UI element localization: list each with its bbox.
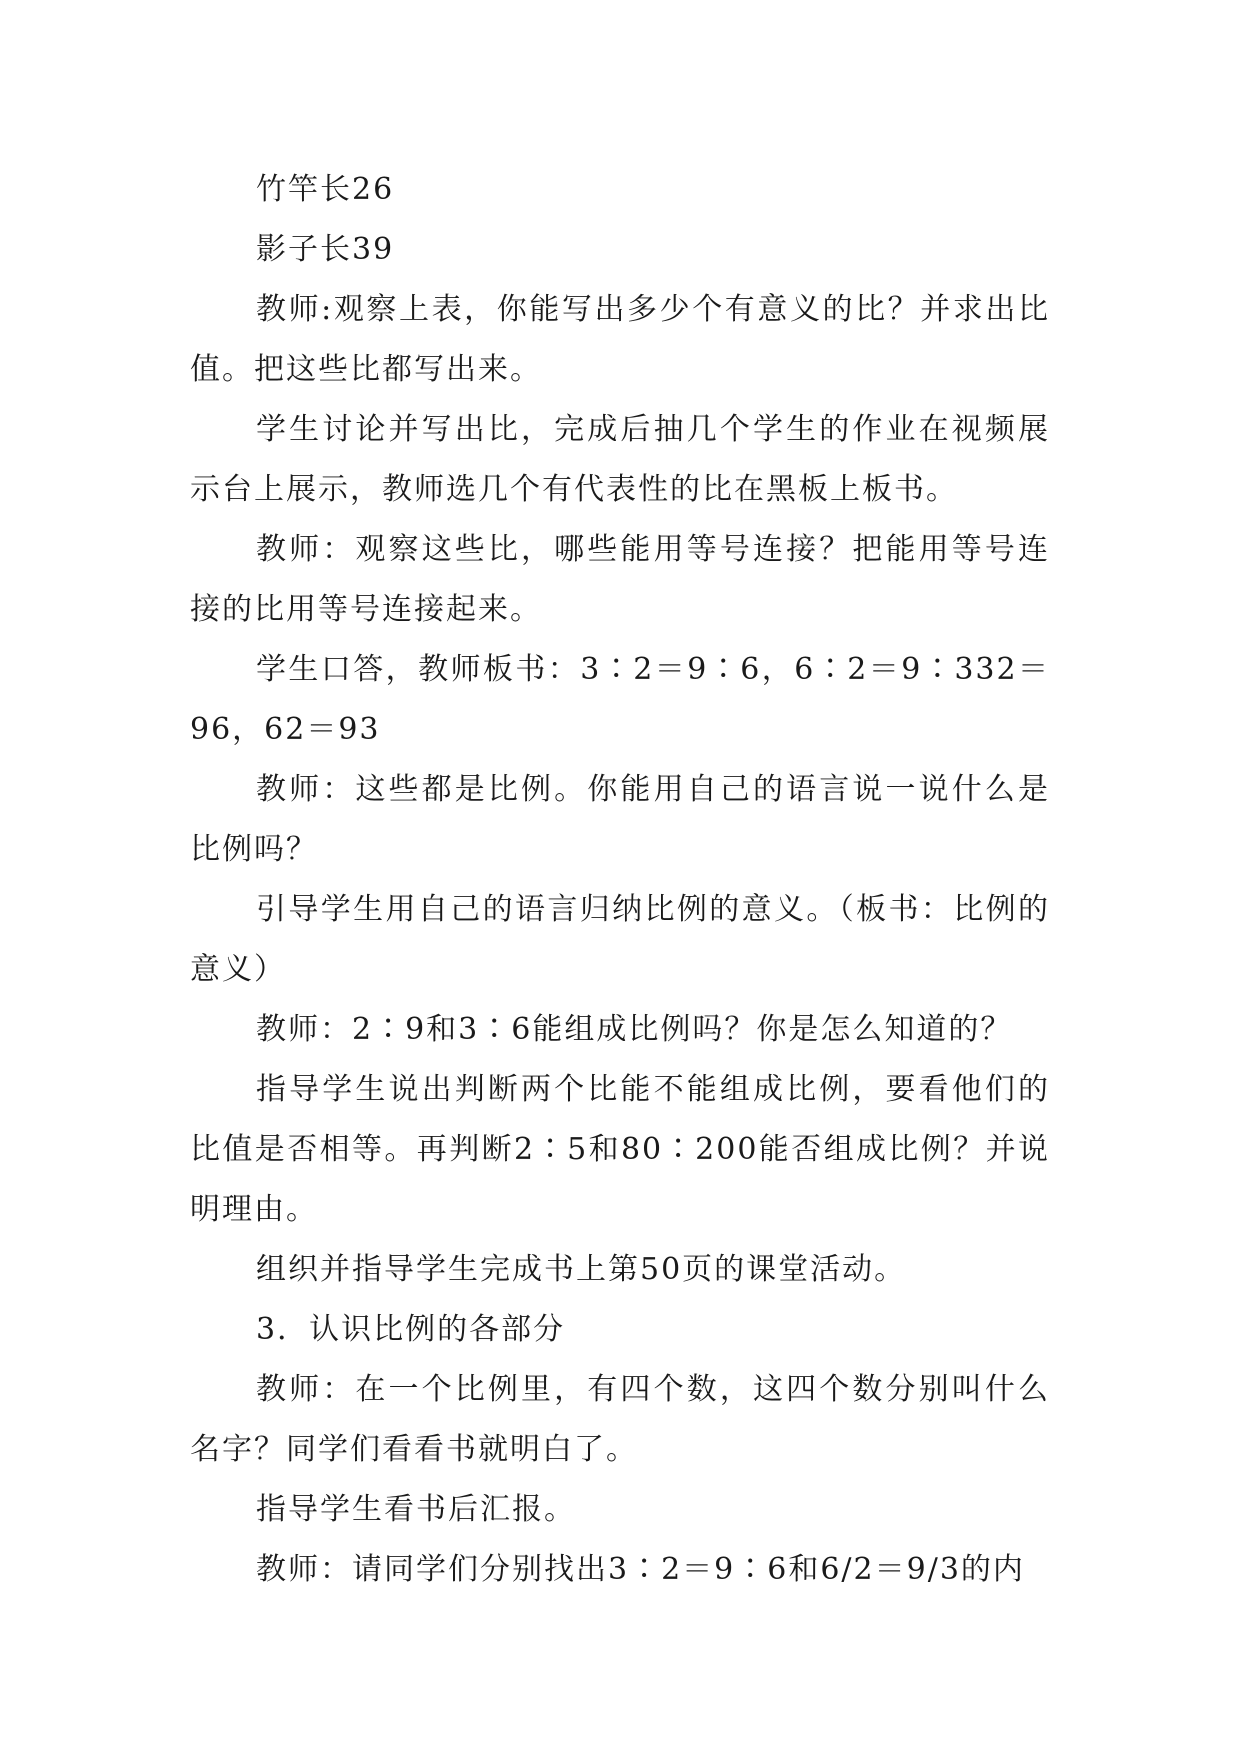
- paragraph-class-activity: 组织并指导学生完成书上第50页的课堂活动。: [256, 1252, 907, 1287]
- paragraph-shadow-length: 影子长39: [256, 232, 395, 267]
- paragraph-teacher-four-numbers: 教师：在一个比例里，有四个数，这四个数分别叫什么名字？同学们看看书就明白了。: [190, 1372, 1050, 1467]
- paragraph-guide-meaning: 引导学生用自己的语言归纳比例的意义。（板书：比例的意义）: [190, 892, 1050, 987]
- section-heading: 3．认识比例的各部分: [256, 1312, 566, 1347]
- paragraph-teacher-find-terms: 教师：请同学们分别找出3∶2＝9∶6和6/2＝9/3的内: [256, 1552, 1025, 1587]
- document-body: [190, 160, 1050, 1600]
- paragraph-teacher-proportion: 教师：这些都是比例。你能用自己的语言说一说什么是比例吗？: [190, 772, 1050, 867]
- paragraph-teacher-question: 教师：2∶9和3∶6能组成比例吗？你是怎么知道的？: [256, 1012, 1013, 1047]
- paragraph-teacher-observe-table: 教师:观察上表，你能写出多少个有意义的比？并求出比值。把这些比都写出来。: [190, 292, 1050, 387]
- paragraph-bamboo-length: 竹竿长26: [256, 172, 395, 207]
- paragraph-students-answer: 学生口答，教师板书：3∶2＝9∶6，6∶2＝9∶332＝96，62＝93: [190, 652, 1050, 747]
- paragraph-guide-judge: 指导学生说出判断两个比能不能组成比例，要看他们的比值是否相等。再判断2∶5和80∶200能否组成比例？并说明理由。: [190, 1072, 1050, 1227]
- paragraph-students-discuss: 学生讨论并写出比，完成后抽几个学生的作业在视频展示台上展示，教师选几个有代表性的比在黑板上板书。: [190, 412, 1050, 507]
- paragraph-teacher-connect-ratios: 教师：观察这些比，哪些能用等号连接？把能用等号连接的比用等号连接起来。: [190, 532, 1050, 627]
- paragraph-read-report: 指导学生看书后汇报。: [256, 1492, 576, 1527]
